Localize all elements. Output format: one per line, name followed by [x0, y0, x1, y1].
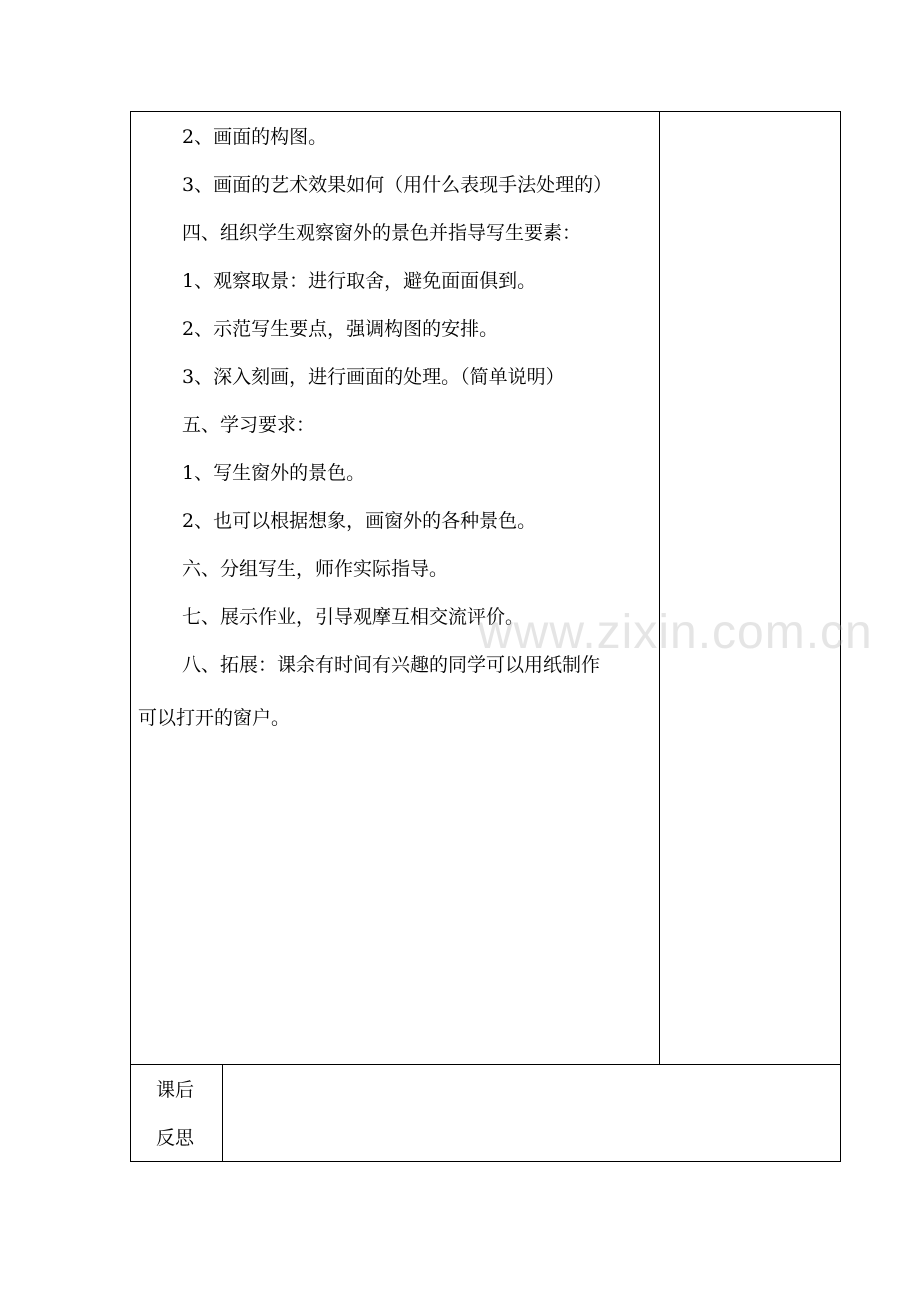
content-line: 1、观察取景：进行取舍，避免面面俱到。 [182, 270, 537, 292]
content-line: 七、展示作业，引导观摩互相交流评价。 [182, 606, 525, 628]
content-line: 五、学习要求： [182, 414, 316, 436]
content-line: 1、写生窗外的景色。 [182, 462, 366, 484]
content-line: 2、也可以根据想象，画窗外的各种景色。 [182, 510, 537, 532]
content-line: 四、组织学生观察窗外的景色并指导写生要素： [182, 222, 582, 244]
content-line: 2、示范写生要点，强调构图的安排。 [182, 318, 499, 340]
content-line: 八、拓展：课余有时间有兴趣的同学可以用纸制作 [182, 654, 601, 676]
table-column-divider [659, 111, 660, 1064]
reflection-label-line1: 课后 [156, 1079, 195, 1101]
table-bottom-border [130, 1161, 841, 1162]
reflection-label-line2: 反思 [156, 1127, 195, 1149]
content-line: 2、画面的构图。 [182, 126, 328, 148]
table-middle-border [130, 1064, 841, 1065]
content-line: 3、画面的艺术效果如何（用什么表现手法处理的） [182, 174, 613, 196]
content-line: 六、分组写生，师作实际指导。 [182, 558, 449, 580]
content-line: 可以打开的窗户。 [138, 707, 291, 729]
content-line: 3、深入刻画，进行画面的处理。（简单说明） [182, 366, 565, 388]
footer-column-divider [222, 1064, 223, 1161]
watermark: www.zixin.com.cn [478, 606, 873, 659]
table-left-border [130, 111, 131, 1162]
table-top-border [130, 111, 841, 112]
